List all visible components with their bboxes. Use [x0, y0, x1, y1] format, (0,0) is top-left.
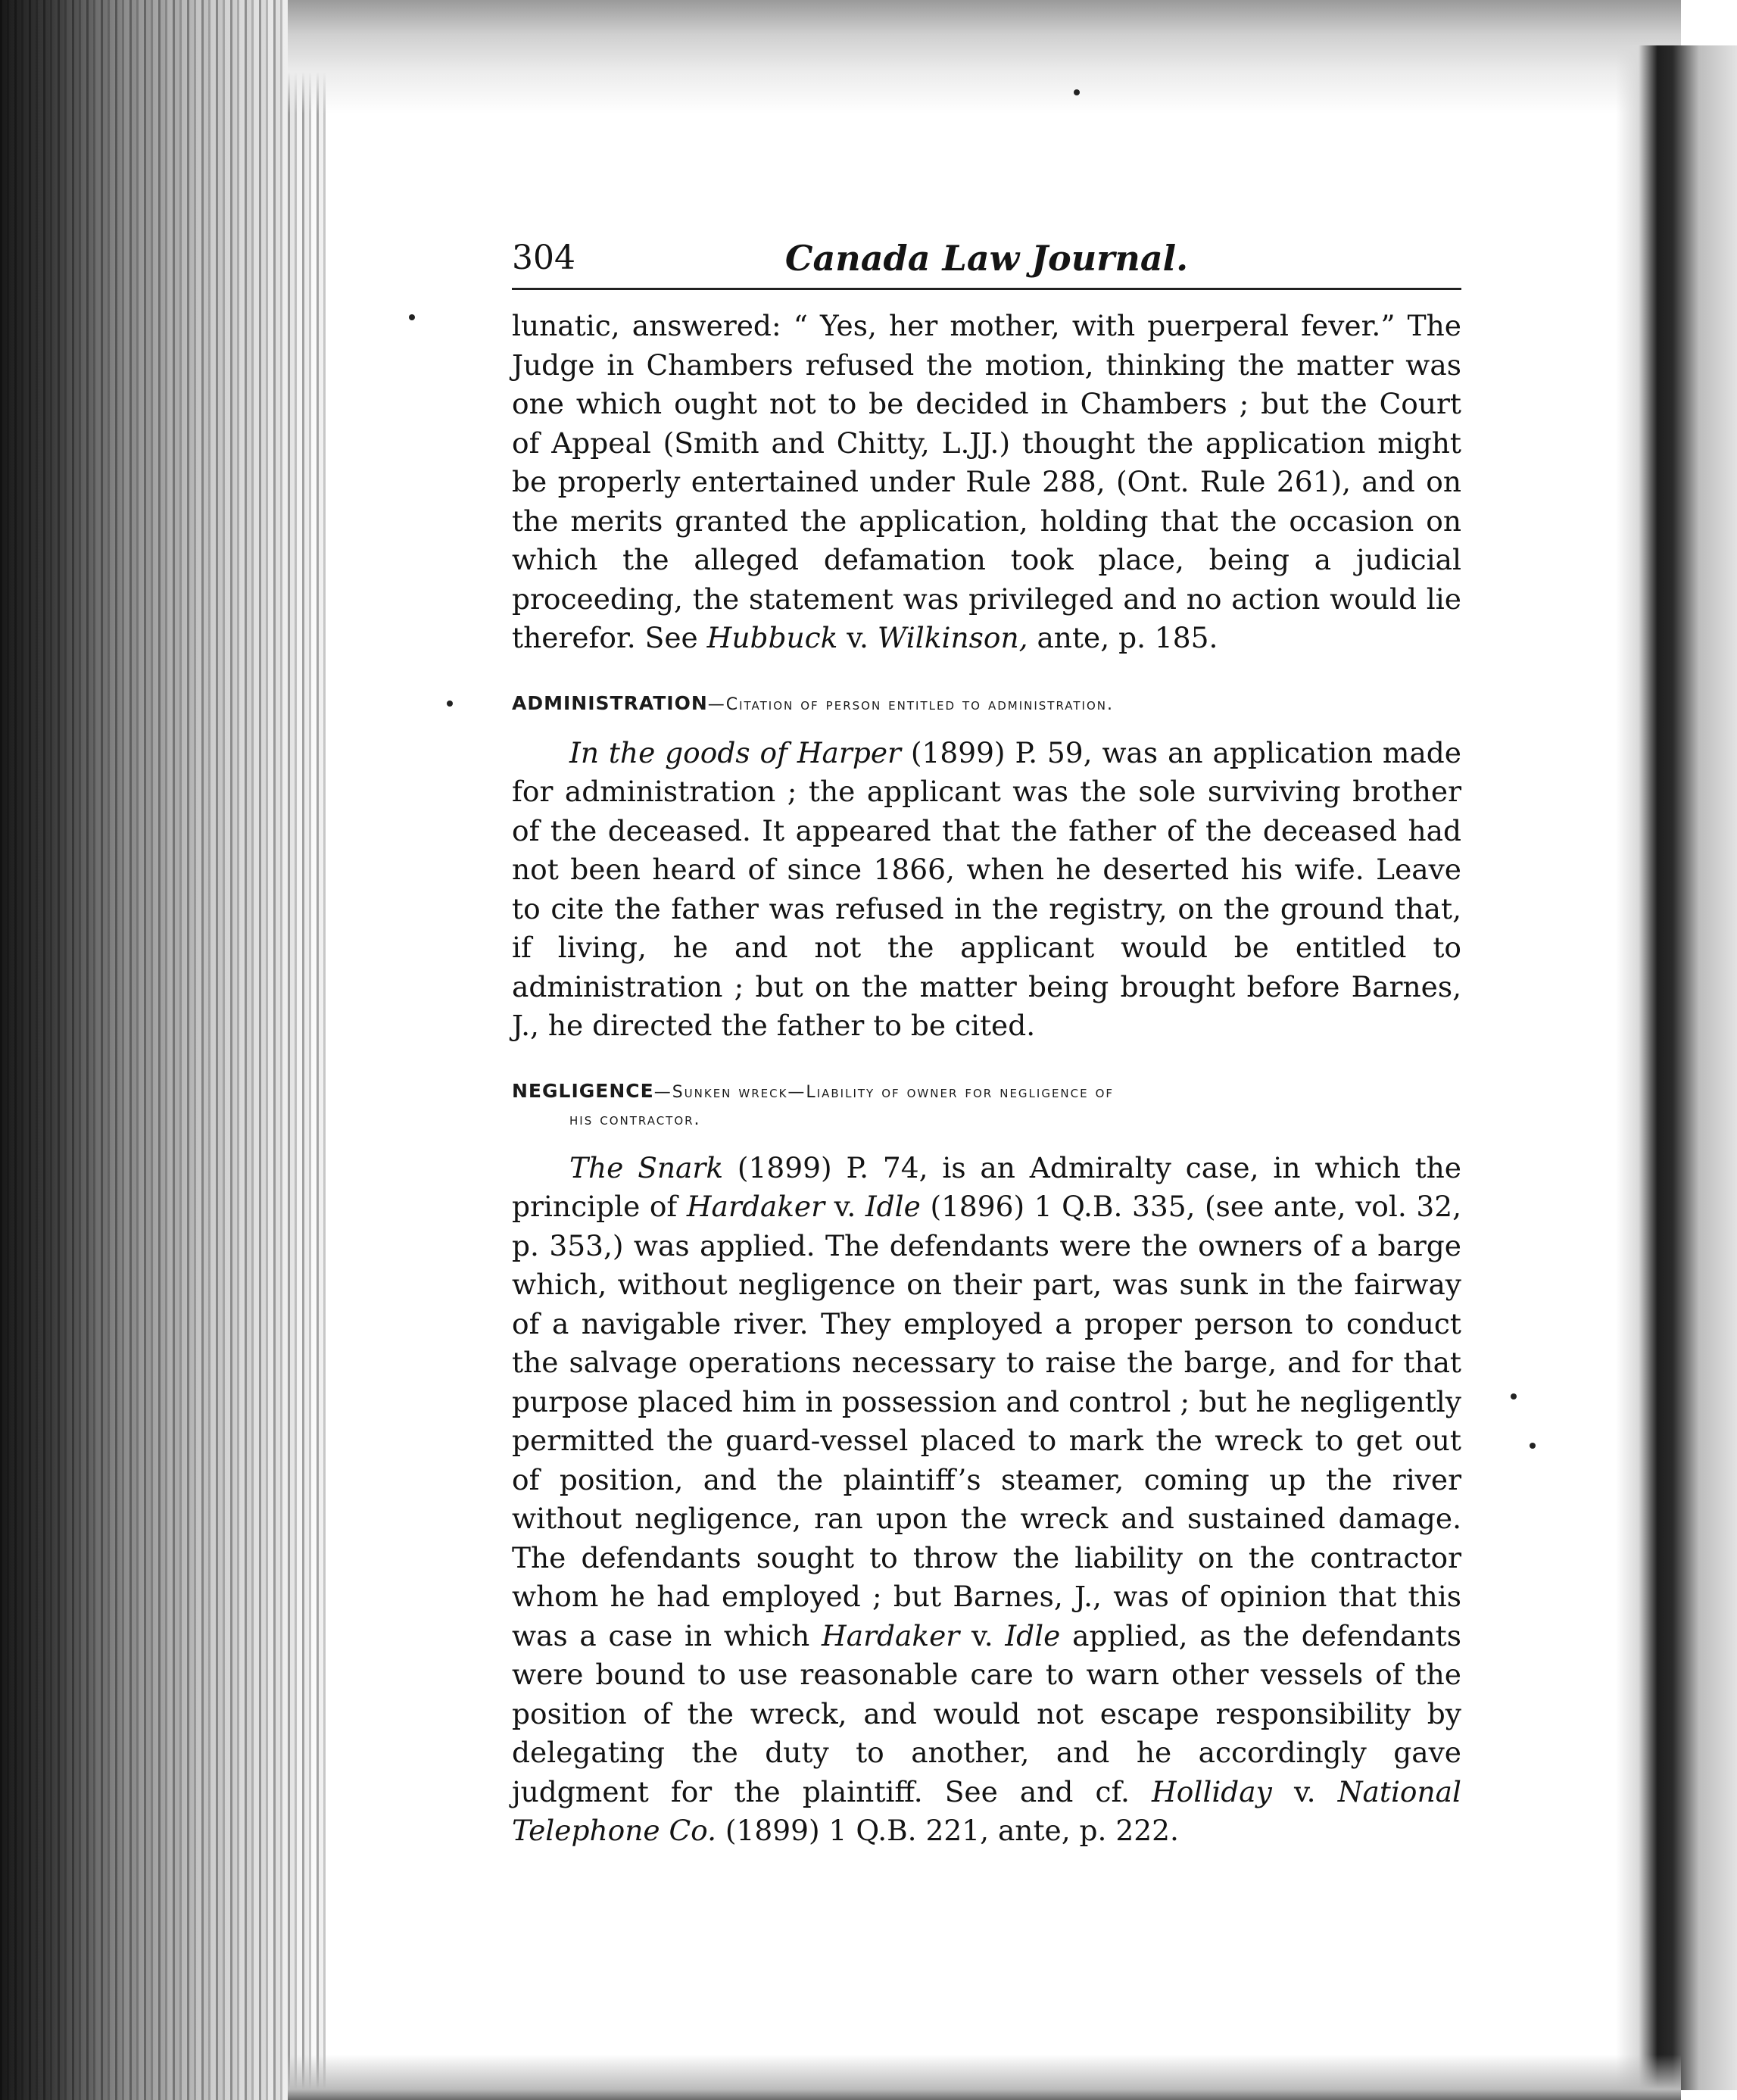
scan-bottom-shadow [288, 2055, 1681, 2100]
scan-speck [1511, 1393, 1517, 1399]
case-name: Idle [865, 1190, 921, 1223]
paragraph: In the goods of Harper (1899) P. 59, was an application made for administration ; the applicant was the sole surviving brother of the deceased. It appeared that the father of the deceased had not been heard of since 1866, when he deserted his wife. Leave to cite the father was refused in the registry, on the ground that, if living, he and not the applicant would be entitled to administration ; but on the matter being brought before Barnes, J., he directed the father to be cited. [512, 735, 1461, 1042]
paragraph: lunatic, answered: “ Yes, her mother, with puerperal fever.” The Judge in Chambers refused the motion, thinking the matter was one which ought not to be decided in Chambers ; but the Court of Appeal (Smith and Chitty, L.JJ.) thought the application might be properly entertained under Rule 288, (Ont. Rule 261), and on the merits granted the application, holding that the occasion on which the alleged defamation took place, being a judicial proceeding, the statement was privileged and no action would lie therefor. See Hubbuck v. Wilkinson, ante, p. 185. [512, 309, 1461, 654]
page-number: 304 [512, 239, 575, 277]
page-header [512, 227, 1461, 290]
scan-speck [1074, 89, 1080, 95]
case-name: In the goods of Harper [569, 735, 901, 769]
paragraph: The Snark (1899) P. 74, is an Admiralty case, in which the principle of Hardaker v. Idle (1896) 1 Q.B. 335, (see ante, vol. 32, p. 353,) was applied. The defendants were the owners of a barge which, without negligence on their part, was sunk in the fairway of a navigable river. They employed a proper person to conduct the salvage operations necessary to raise the barge, and for that purpose placed him in possession and control ; but he negligently permitted the guard-vessel placed to mark the wreck to get out of position, and the plaintiff’s steamer, coming up the river without negligence, ran upon the wreck and sustained damage. The defendants sought to throw the liability on the contractor whom he had employed ; but Barnes, J., was of opinion that this was a case in which Hardaker v. Idle applied, as the defendants were bound to use reasonable care to warn other vessels of the position of the wreck, and would not escape responsibility by delegating the duty to another, and he accordingly gave judgment for the plaintiff. See and cf. Holliday v. National Telephone Co. (1899) 1 Q.B. 221, ante, p. 222. [512, 1150, 1462, 1847]
case-name: Hubbuck [706, 621, 838, 654]
case-name: Hardaker [686, 1190, 825, 1223]
scan-speck [409, 314, 415, 320]
case-name: Holliday [1152, 1774, 1272, 1808]
case-name: The Snark [569, 1150, 724, 1184]
scan-left-shadow [0, 0, 326, 2100]
journal-title: Canada Law Journal. [784, 238, 1189, 279]
scan-top-shadow [288, 0, 1681, 114]
case-name: Hardaker [822, 1618, 960, 1652]
scan-right-shadow [1616, 45, 1737, 2090]
scan-speck [1530, 1443, 1536, 1449]
section-heading-negligence: NEGLIGENCE—Sunken wreck—Liability of owner for negligence of his contractor. [512, 1079, 1115, 1129]
scan-speck [447, 701, 453, 707]
case-name: National Telephone Co. [512, 1774, 1462, 1847]
case-name: Idle [1005, 1618, 1061, 1652]
case-name: Wilkinson, [877, 621, 1028, 654]
section-heading-administration: ADMINISTRATION—Citation of person entitled to administration. [512, 691, 1114, 714]
document-page [512, 227, 1461, 1851]
